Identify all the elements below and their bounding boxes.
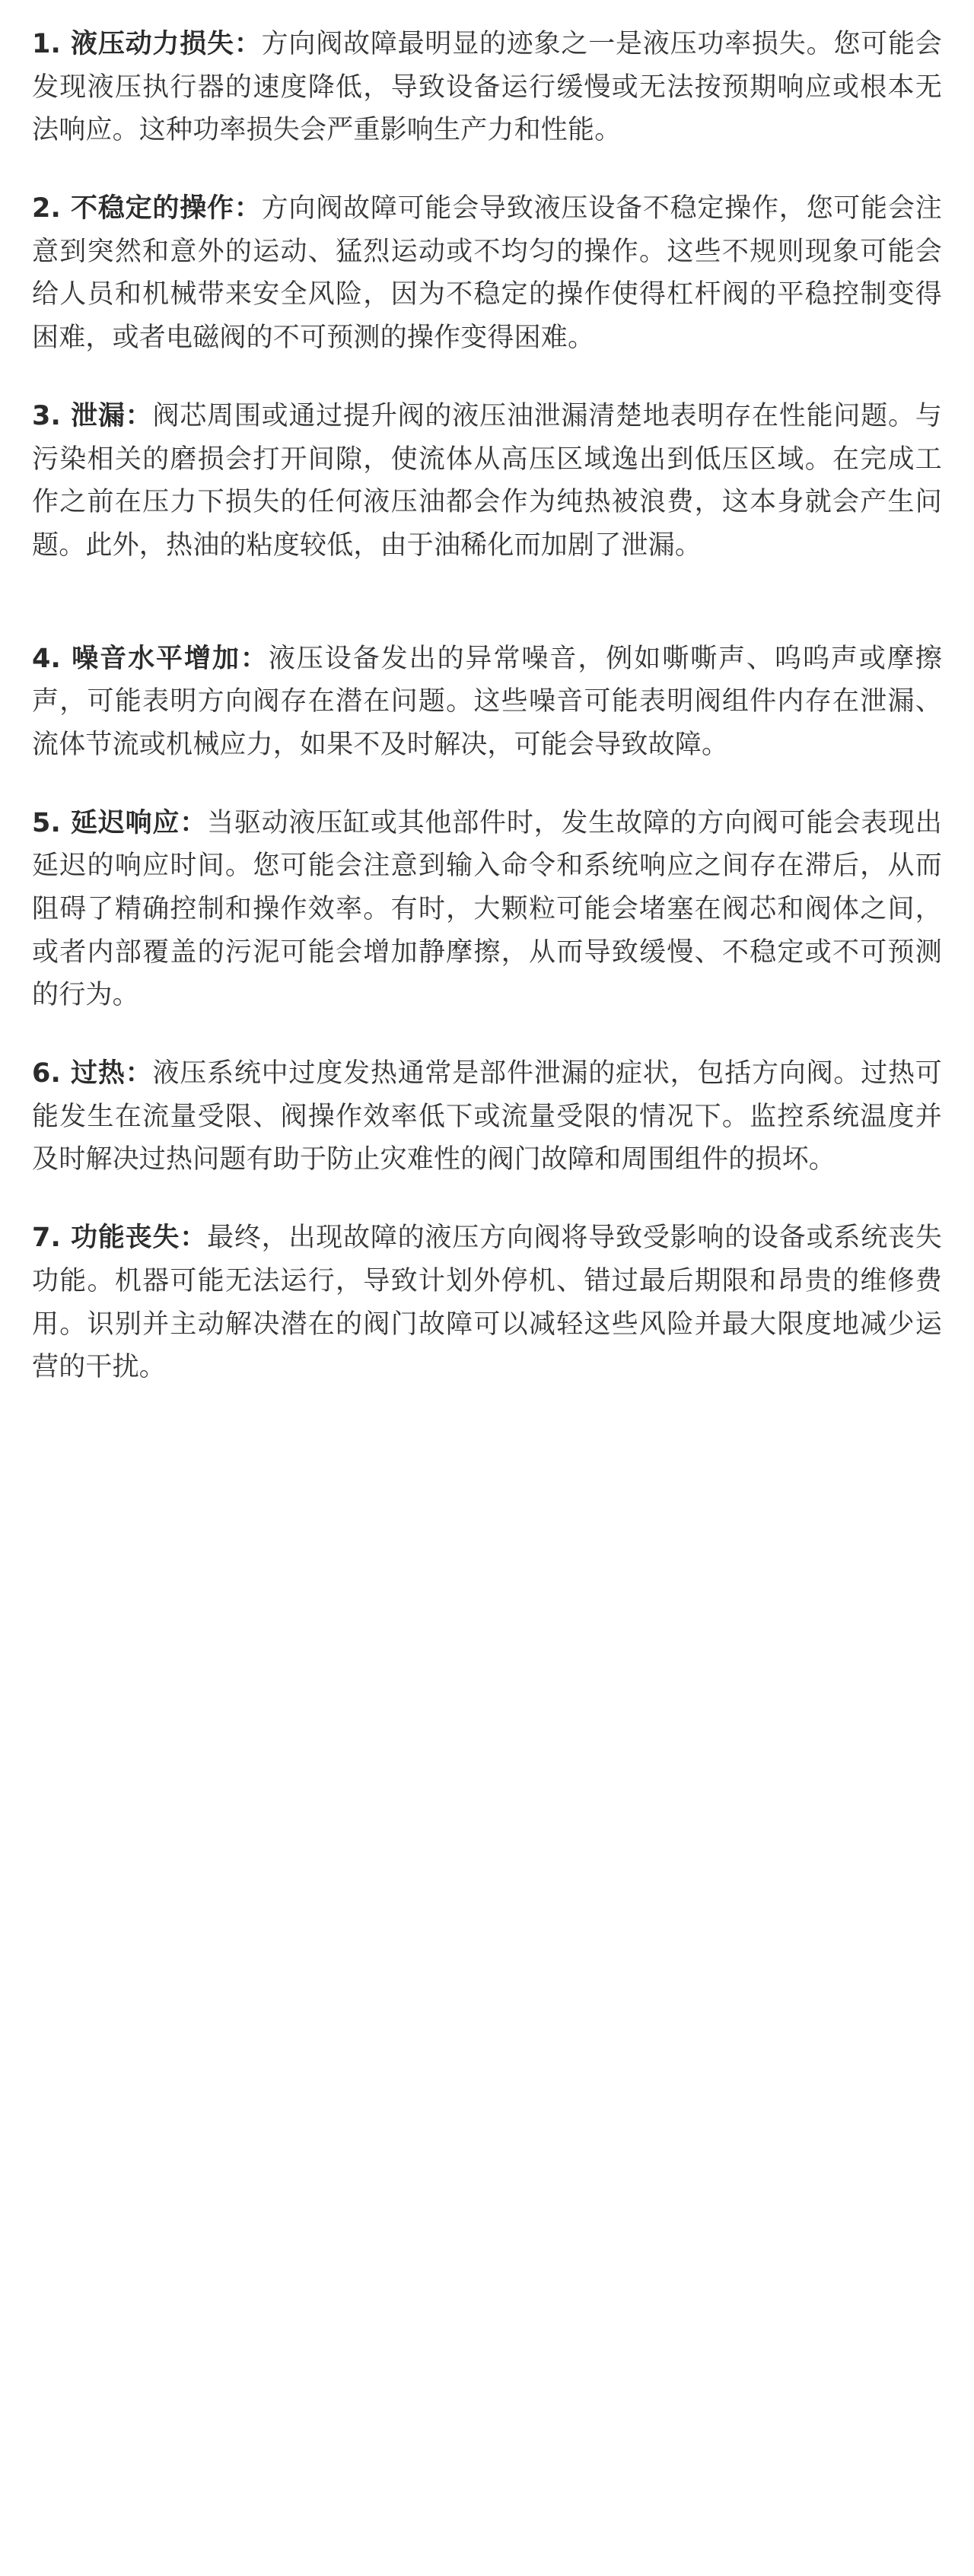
paragraph-1 (32, 23, 942, 152)
paragraph-2-body: 方向阀故障可能会导致液压设备不稳定操作，您可能会注意到突然和意外的运动、猛烈运动或不均匀的操作。这些不规则现象可能会给人员和机械带来安全风险，因为不稳定的操作使得杠杆阀的平稳控制变得困难，或者电磁阀的不可预测的操作变得困难。 (32, 193, 942, 354)
paragraph-4 (32, 638, 942, 767)
paragraph-2 (32, 187, 942, 360)
paragraph-1-body: 方向阀故障最明显的迹象之一是液压功率损失。您可能会发现液压执行器的速度降低，导致设备运行缓慢或无法按预期响应或根本无法响应。这种功率损失会严重影响生产力和性能。 (32, 29, 942, 146)
paragraph-2-lead: 2. 不稳定的操作： (32, 193, 262, 224)
paragraph-7-lead: 7. 功能丧失： (32, 1223, 208, 1254)
paragraph-4-body: 液压设备发出的异常噪音，例如嘶嘶声、呜呜声或摩擦声，可能表明方向阀存在潜在问题。这些噪音可能表明阀组件内存在泄漏、流体节流或机械应力，如果不及时解决，可能会导致故障。 (32, 643, 942, 760)
paragraph-6-lead: 6. 过热： (32, 1058, 153, 1089)
paragraph-6 (32, 1052, 942, 1181)
paragraph-6-body: 液压系统中过度发热通常是部件泄漏的症状，包括方向阀。过热可能发生在流量受限、阀操作效率低下或流量受限的情况下。监控系统温度并及时解决过热问题有助于防止灾难性的阀门故障和周围组件的损坏。 (32, 1058, 942, 1175)
paragraph-5-body: 当驱动液压缸或其他部件时，发生故障的方向阀可能会表现出延迟的响应时间。您可能会注意到输入命令和系统响应之间存在滞后，从而阻碍了精确控制和操作效率。有时，大颗粒可能会堵塞在阀芯和阀体之间，或者内部覆盖的污泥可能会增加静摩擦，从而导致缓慢、不稳定或不可预测的行为。 (32, 807, 942, 1011)
paragraph-1-lead: 1. 液压动力损失： (32, 29, 262, 59)
paragraph-3-lead: 3. 泄漏： (32, 400, 153, 431)
paragraph-5-lead: 5. 延迟响应： (32, 807, 208, 838)
paragraph-5 (32, 802, 942, 1017)
paragraph-7 (32, 1216, 942, 1389)
paragraph-4-lead: 4. 噪音水平增加： (32, 643, 269, 674)
paragraph-3 (32, 395, 942, 568)
paragraph-3-body: 阀芯周围或通过提升阀的液压油泄漏清楚地表明存在性能问题。与污染相关的磨损会打开间隙，使流体从高压区域逸出到低压区域。在完成工作之前在压力下损失的任何液压油都会作为纯热被浪费，这本身就会产生问题。此外，热油的粘度较低，由于油稀化而加剧了泄漏。 (32, 400, 942, 561)
paragraph-7-body: 最终，出现故障的液压方向阀将导致受影响的设备或系统丧失功能。机器可能无法运行，导致计划外停机、错过最后期限和昂贵的维修费用。识别并主动解决潜在的阀门故障可以减轻这些风险并最大限度地减少运营的干扰。 (32, 1223, 942, 1383)
